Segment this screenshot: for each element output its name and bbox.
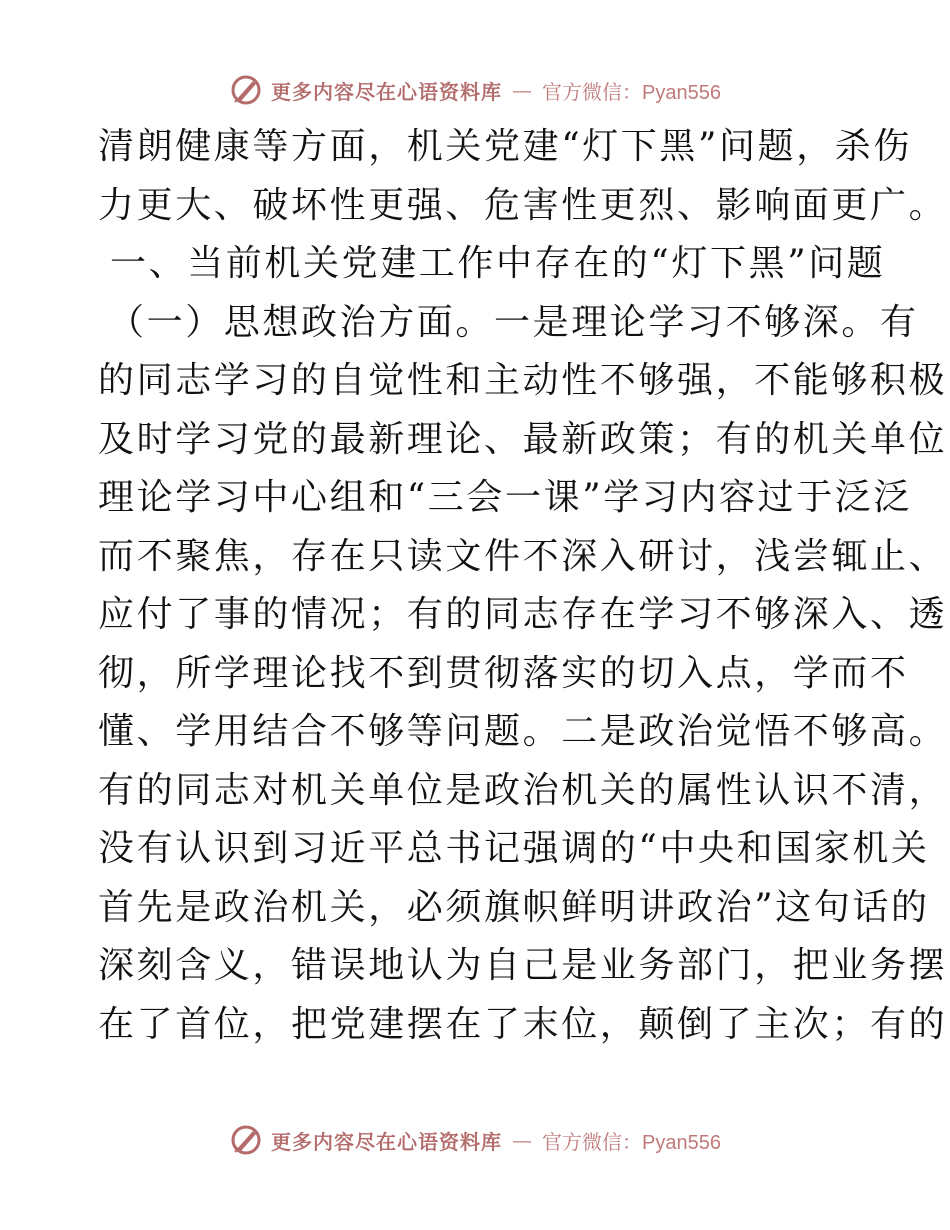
subsection-heading-line: （一）思想政治方面。一是理论学习不够深。有 [108, 301, 919, 343]
text-line: 力更大、破坏性更强、危害性更烈、影响面更广。 [98, 184, 948, 226]
text-line: 没有认识到习近平总书记强调的“中央和国家机关 [98, 828, 930, 869]
body-text [98, 118, 948, 1054]
quill-pen-circle-logo-icon [229, 1123, 263, 1157]
section-heading: 一、当前机关党建工作中存在的“灯下黑”问题 [110, 243, 886, 284]
text-line: 清朗健康等方面，机关党建“灯下黑”问题，杀伤 [98, 126, 913, 167]
footer-banner [0, 1120, 950, 1160]
text-line: 的同志学习的自觉性和主动性不够强，不能够积极 [98, 360, 948, 401]
text-line: 理论学习中心组和“三会一课”学习内容过于泛泛 [98, 477, 913, 518]
text-line: 深刻含义，错误地认为自己是业务部门，把业务摆 [98, 945, 948, 986]
text-line: 及时学习党的最新理论、最新政策；有的机关单位 [98, 418, 948, 460]
text-line: 有的同志对机关单位是政治机关的属性认识不清， [98, 769, 948, 811]
text-line: 在了首位，把党建摆在了末位，颠倒了主次；有的 [98, 1003, 948, 1045]
text-line: 首先是政治机关，必须旗帜鲜明讲政治”这句话的 [98, 886, 930, 928]
text-line: 应付了事的情况；有的同志存在学习不够深入、透 [98, 594, 948, 635]
header-brand-text: 更多内容尽在心语资料库 [271, 79, 503, 104]
header-banner [0, 70, 950, 110]
quill-pen-circle-logo-icon [229, 73, 263, 107]
header-separator: — [512, 78, 533, 102]
footer-brand-text: 更多内容尽在心语资料库 [271, 1129, 503, 1154]
header-contact-text: 官方微信：Pyan556 [542, 81, 721, 104]
text-line: 彻，所学理论找不到贯彻落实的切入点，学而不 [98, 652, 909, 694]
text-line: 而不聚焦，存在只读文件不深入研讨，浅尝辄止、 [98, 535, 948, 577]
text-line: 懂、学用结合不够等问题。二是政治觉悟不够高。 [98, 711, 948, 752]
footer-separator: — [512, 1128, 533, 1152]
footer-contact-text: 官方微信：Pyan556 [542, 1131, 721, 1154]
